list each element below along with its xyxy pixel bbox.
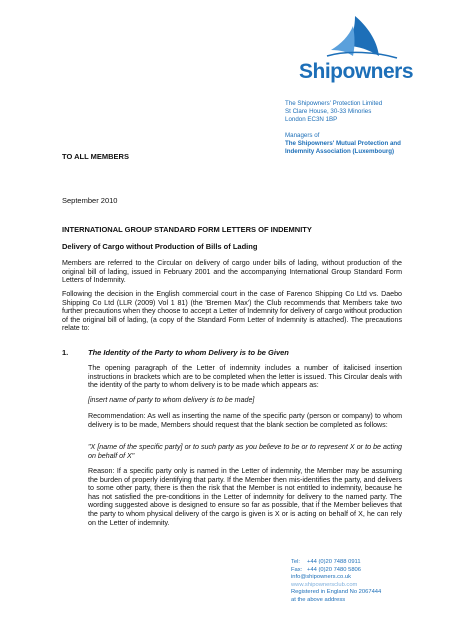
suggested-wording: "X [name of the specific party] or to such party as you believe to be or to represent X or to be acting on behalf of X" [88,443,402,460]
tel-number: +44 (0)20 7488 0911 [307,559,361,565]
insertion-instruction: [insert name of party to whom delivery is to be made] [88,396,255,404]
managers-of-label: Managers of [285,132,320,139]
main-heading: INTERNATIONAL GROUP STANDARD FORM LETTERS OF INDEMNITY [62,225,312,234]
paragraph: Following the decision in the English commercial court in the case of Farenco Shipping Co Ltd vs. Daebo Shipping Co Ltd (LLR (2009) Vol 1 81) (the 'Bremen Max') the Club recommends that Members take two further precautions when they choose to accept a Letter of Indemnity for delivery of cargo without production of the original bill of lading, (a copy of the Standard Form Letter of Indemnity is attached). The precautions relate to: [62,290,402,333]
address-line: The Shipowners' Protection Limited [285,100,383,107]
paragraph: Members are referred to the Circular on delivery of cargo under bills of lading, without production of the original bill of lading, issued in February 2001 and the accompanying International Group Standard Form Letters of Indemnity. [62,259,402,285]
section-title: The Identity of the Party to whom Delivery is to be Given [88,348,289,357]
registration-info: at the above address [291,596,346,603]
address-block [285,100,445,156]
section-number: 1. [62,348,69,357]
address-line: London EC3N 1BP [285,116,338,123]
recipient: TO ALL MEMBERS [62,152,129,161]
tel-label: Tel: [291,559,301,565]
reason-paragraph: Reason: If a specific party only is named in the Letter of indemnity, the Member may be assuming the burden of properly identifying that party. If the Member then mis-identifies the party, and delivers to some other party, there is then the risk that the Member is not entitled to indemnity, because he has not satisfied the pre-conditions in the Letter of indemnity for delivery to the named party. The wording suggested above is designed to ensure so far as possible, that if the Member believes that the party to whom physical delivery of the cargo is given is X or is acting on behalf of X, he can rely on the Letter of indemnity. [88,467,402,527]
paragraph: The opening paragraph of the Letter of indemnity includes a number of italicised insertion instructions in brackets which are to be completed when the letter is issued. This Circular deals with the identity of the party to whom delivery is to be made which appears as: [88,364,402,390]
sail-icon [297,12,415,62]
address-line: St Clare House, 30-33 Minories [285,108,372,115]
fax-number: +44 (0)20 7480 5806 [307,566,361,573]
logo-wordmark: Shipowners [299,60,414,83]
email-link[interactable]: info@shipowners.co.uk [291,574,352,581]
recommendation-paragraph: Recommendation: As well as inserting the name of the specific party (person or company) to whom delivery is to be made, Members should request that the blank section be completed as follows: [88,412,402,429]
website-link[interactable]: www.shipownersclub.com [291,581,358,588]
contact-footer [291,559,441,605]
shipowners-logo [297,12,415,84]
sub-heading: Delivery of Cargo without Production of Bills of Lading [62,242,258,251]
association-name: The Shipowners' Mutual Protection and [285,140,401,147]
registration-info: Registered in England No 2067444 [291,589,382,596]
letter-date: September 2010 [62,196,118,205]
fax-label: Fax: [291,566,303,573]
association-name: Indemnity Association (Luxembourg) [285,148,395,155]
